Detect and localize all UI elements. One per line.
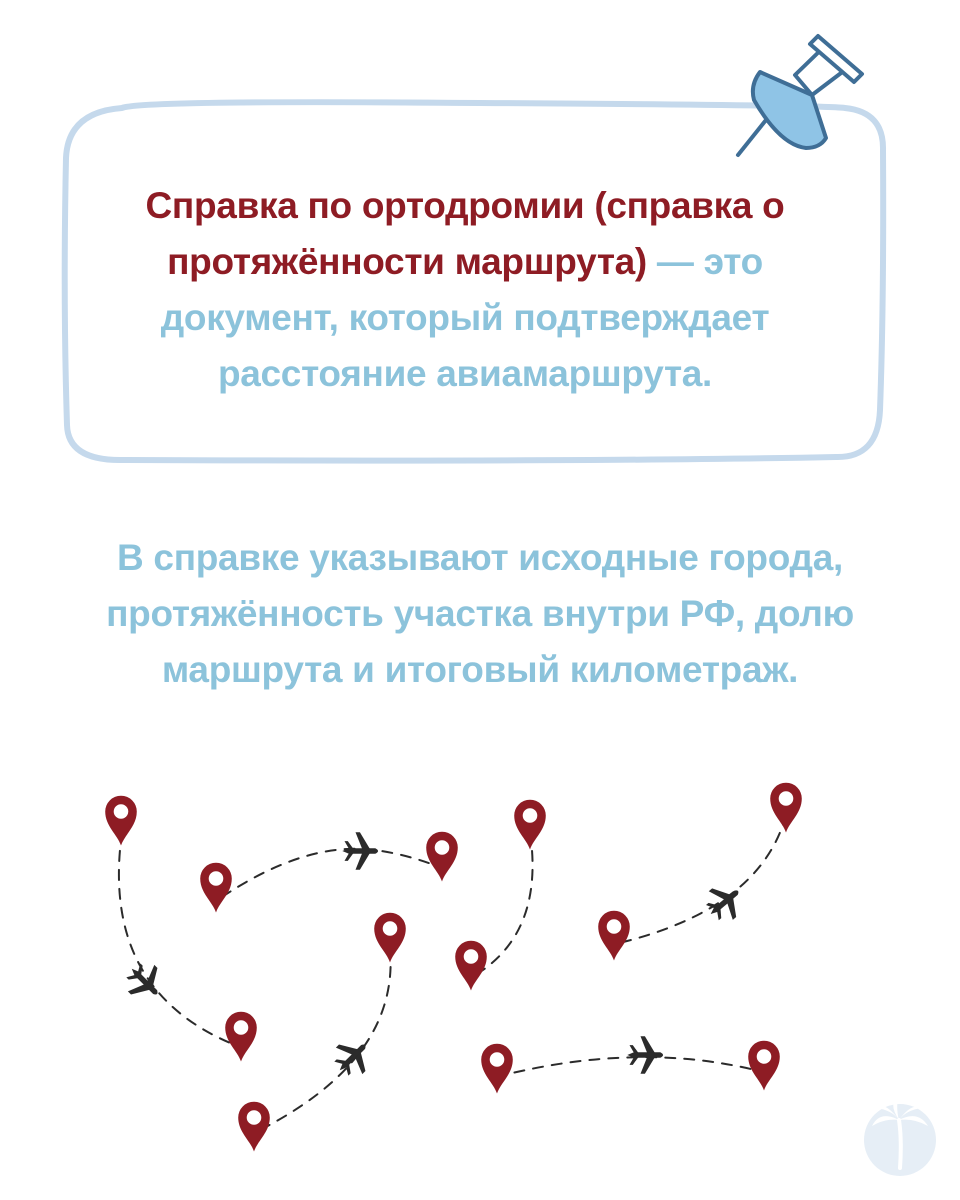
map-pin-icon [514, 800, 546, 850]
map-pin-icon [105, 796, 137, 846]
map-pin-icon [200, 863, 232, 913]
pushpin-icon [738, 36, 862, 155]
airplane-icon [627, 1036, 663, 1073]
map-pin-icon [598, 911, 630, 961]
definition-term: Справка по ортодромии (справка о протяжённости маршрута) [145, 185, 785, 282]
map-markers [105, 783, 802, 1152]
map-pin-icon [748, 1041, 780, 1091]
info-paragraph: В справке указывают исходные города, протяжённость участка внутри РФ, долю маршрута и итоговый километраж. [106, 537, 854, 690]
map-pin-icon [770, 783, 802, 833]
airplane-icon [119, 956, 171, 1008]
airplane-icon [342, 832, 378, 869]
map-pin-icon [455, 941, 487, 991]
map-pin-icon [426, 832, 458, 882]
map-pin-icon [238, 1102, 270, 1152]
airplane-icon [327, 1032, 379, 1084]
definition-body: — это документ, который подтверждает расстояние авиамаршрута. [160, 241, 770, 394]
map-pin-icon [481, 1044, 513, 1094]
map-pin-icon [225, 1012, 257, 1062]
palm-tree-logo-icon [864, 1096, 936, 1176]
map-pin-icon [374, 913, 406, 963]
definition-text [95, 178, 835, 402]
